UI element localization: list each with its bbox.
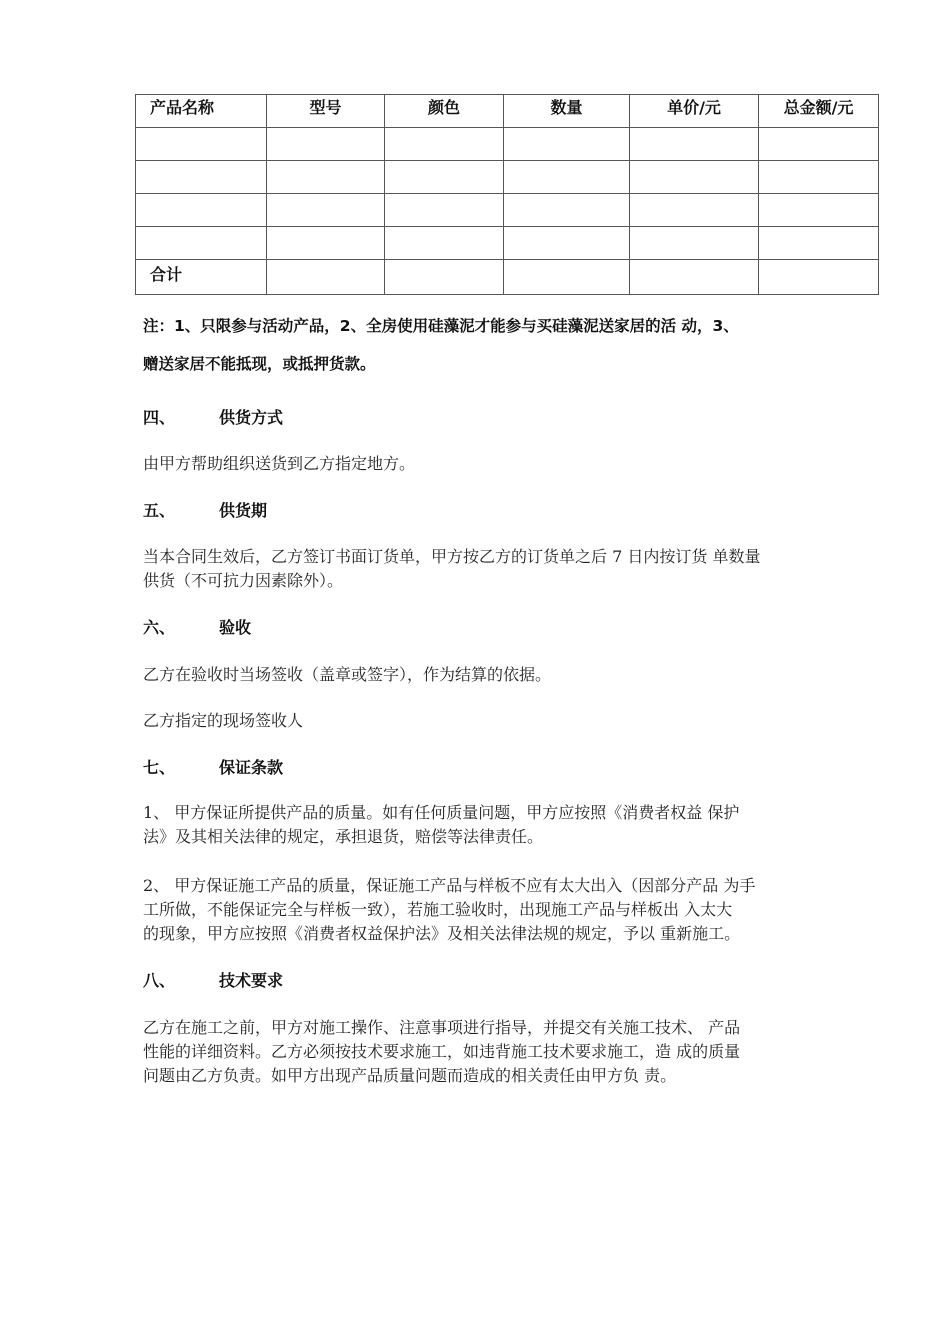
table-cell[interactable] xyxy=(385,161,504,194)
table-cell[interactable] xyxy=(759,161,879,194)
table-cell[interactable] xyxy=(267,227,385,260)
table-cell[interactable] xyxy=(136,128,267,161)
header-product-name: 产品名称 xyxy=(136,95,267,128)
table-cell[interactable] xyxy=(630,194,759,227)
paragraph: 乙方指定的现场签收人 xyxy=(143,711,304,730)
paragraph: 乙方在验收时当场签收（盖章或签字），作为结算的依据。 xyxy=(143,665,552,684)
table-row xyxy=(136,161,879,194)
total-label: 合计 xyxy=(136,260,267,295)
order-table xyxy=(135,94,879,295)
table-cell[interactable] xyxy=(267,128,385,161)
table-header-row xyxy=(136,95,879,128)
paragraph-line: 问题由乙方负责。如甲方出现产品质量问题而造成的相关责任由甲方负 责。 xyxy=(143,1066,677,1085)
paragraph xyxy=(143,874,883,946)
paragraph-line: 法》及其相关法律的规定，承担退货，赔偿等法律责任。 xyxy=(143,827,544,846)
table-cell[interactable] xyxy=(267,161,385,194)
note-line: 注：1、只限参与活动产品，2、全房使用硅藻泥才能参与买硅藻泥送家居的活 动，3、 xyxy=(143,317,739,335)
section-heading-supply-method xyxy=(143,406,883,430)
table-cell[interactable] xyxy=(504,194,630,227)
header-model: 型号 xyxy=(267,95,385,128)
table-cell[interactable] xyxy=(267,260,385,295)
table-cell[interactable] xyxy=(267,194,385,227)
table-cell[interactable] xyxy=(759,227,879,260)
section-heading-technical-requirements xyxy=(143,969,883,993)
section-title: 供货方式 xyxy=(219,408,284,427)
table-row xyxy=(136,227,879,260)
section-number: 六、 xyxy=(143,618,176,637)
section-heading-supply-period xyxy=(143,499,883,523)
table-cell[interactable] xyxy=(136,194,267,227)
header-color: 颜色 xyxy=(385,95,504,128)
paragraph-line: 供货（不可抗力因素除外）。 xyxy=(143,571,344,590)
section-number: 八、 xyxy=(143,971,176,990)
paragraph-line: 1、 甲方保证所提供产品的质量。如有任何质量问题，甲方应按照《消费者权益 保护 xyxy=(143,803,740,822)
section-heading-guarantee xyxy=(143,756,883,780)
section-title: 供货期 xyxy=(219,501,268,520)
paragraph: 由甲方帮助组织送货到乙方指定地方。 xyxy=(143,454,416,473)
section-title: 技术要求 xyxy=(219,971,284,990)
paragraph-line: 当本合同生效后，乙方签订书面订货单，甲方按乙方的订货单之后 7 日内按订货 单数量 xyxy=(143,547,761,566)
header-quantity: 数量 xyxy=(504,95,630,128)
table-cell[interactable] xyxy=(759,194,879,227)
section-title: 验收 xyxy=(219,618,252,637)
section-number: 七、 xyxy=(143,758,176,777)
table-cell[interactable] xyxy=(630,128,759,161)
section-number: 四、 xyxy=(143,408,176,427)
paragraph xyxy=(143,1016,883,1088)
section-number: 五、 xyxy=(143,501,176,520)
table-cell[interactable] xyxy=(385,194,504,227)
table-cell[interactable] xyxy=(630,260,759,295)
table-note xyxy=(143,307,883,383)
paragraph-line: 的现象，甲方应按照《消费者权益保护法》及相关法律法规的规定，予以 重新施工。 xyxy=(143,924,741,943)
paragraph xyxy=(143,801,883,849)
table-row xyxy=(136,128,879,161)
table-cell[interactable] xyxy=(504,161,630,194)
table-cell[interactable] xyxy=(630,227,759,260)
header-total-amount: 总金额/元 xyxy=(759,95,879,128)
table-total-row xyxy=(136,260,879,295)
table-cell[interactable] xyxy=(385,128,504,161)
paragraph-line: 性能的详细资料。乙方必须按技术要求施工，如违背施工技术要求施工，造 成的质量 xyxy=(143,1042,741,1061)
table-cell[interactable] xyxy=(504,128,630,161)
header-unit-price: 单价/元 xyxy=(630,95,759,128)
section-title: 保证条款 xyxy=(219,758,284,777)
table-cell[interactable] xyxy=(385,260,504,295)
paragraph-line: 2、 甲方保证施工产品的质量，保证施工产品与样板不应有太大出入（因部分产品 为手 xyxy=(143,876,756,895)
paragraph-line: 工所做，不能保证完全与样板一致），若施工验收时，出现施工产品与样板出 入太大 xyxy=(143,900,733,919)
note-line: 赠送家居不能抵现，或抵押货款。 xyxy=(143,355,376,373)
table-cell[interactable] xyxy=(630,161,759,194)
section-heading-acceptance xyxy=(143,616,883,640)
table-cell[interactable] xyxy=(759,260,879,295)
table-cell[interactable] xyxy=(136,227,267,260)
table-cell[interactable] xyxy=(759,128,879,161)
table-cell[interactable] xyxy=(504,227,630,260)
paragraph xyxy=(143,545,883,593)
table-cell[interactable] xyxy=(504,260,630,295)
table-cell[interactable] xyxy=(385,227,504,260)
table-row xyxy=(136,194,879,227)
paragraph-line: 乙方在施工之前，甲方对施工操作、注意事项进行指导，并提交有关施工技术、 产品 xyxy=(143,1018,741,1037)
table-cell[interactable] xyxy=(136,161,267,194)
